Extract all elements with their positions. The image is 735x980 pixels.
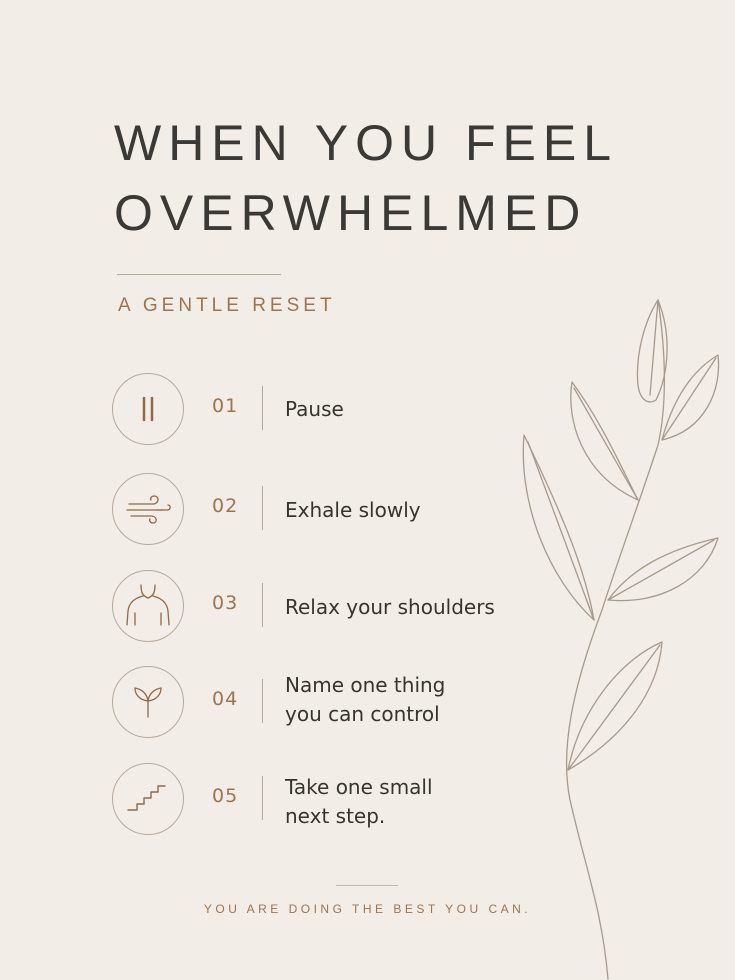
step-label-line-1: Name one thing xyxy=(285,673,446,697)
sprout-icon xyxy=(112,666,184,738)
step-number: 03 xyxy=(212,592,239,614)
step-item xyxy=(112,373,532,445)
botanical-branch-illustration xyxy=(490,270,730,980)
step-label-line-1: Relax your shoulders xyxy=(285,595,495,619)
step-divider xyxy=(262,679,263,723)
step-label-line-1: Exhale slowly xyxy=(285,498,421,522)
subtitle: A GENTLE RESET xyxy=(118,295,336,316)
step-label-line-2: next step. xyxy=(285,804,386,828)
step-item xyxy=(112,666,532,738)
shoulders-icon xyxy=(112,570,184,642)
step-divider xyxy=(262,386,263,430)
step-label-line-1: Pause xyxy=(285,397,344,421)
step-number: 02 xyxy=(212,495,239,517)
footer-affirmation: YOU ARE DOING THE BEST YOU CAN. xyxy=(203,902,532,916)
step-divider xyxy=(262,486,263,530)
page-title xyxy=(114,108,618,248)
step-divider xyxy=(262,776,263,820)
title-line-2: OVERWHELMED xyxy=(114,185,588,241)
title-line-1: WHEN YOU FEEL xyxy=(114,115,619,171)
pause-icon xyxy=(112,373,184,445)
step-number: 04 xyxy=(212,688,239,710)
step-item xyxy=(112,473,532,545)
stairs-icon xyxy=(112,763,184,835)
step-divider xyxy=(262,583,263,627)
step-label-line-1: Take one small xyxy=(285,775,433,799)
step-item xyxy=(112,763,532,835)
title-divider xyxy=(117,274,281,275)
step-label-line-2: you can control xyxy=(285,702,440,726)
step-number: 01 xyxy=(212,395,239,417)
footer-divider xyxy=(336,885,398,886)
step-item xyxy=(112,570,532,642)
wind-icon xyxy=(112,473,184,545)
step-number: 05 xyxy=(212,785,239,807)
